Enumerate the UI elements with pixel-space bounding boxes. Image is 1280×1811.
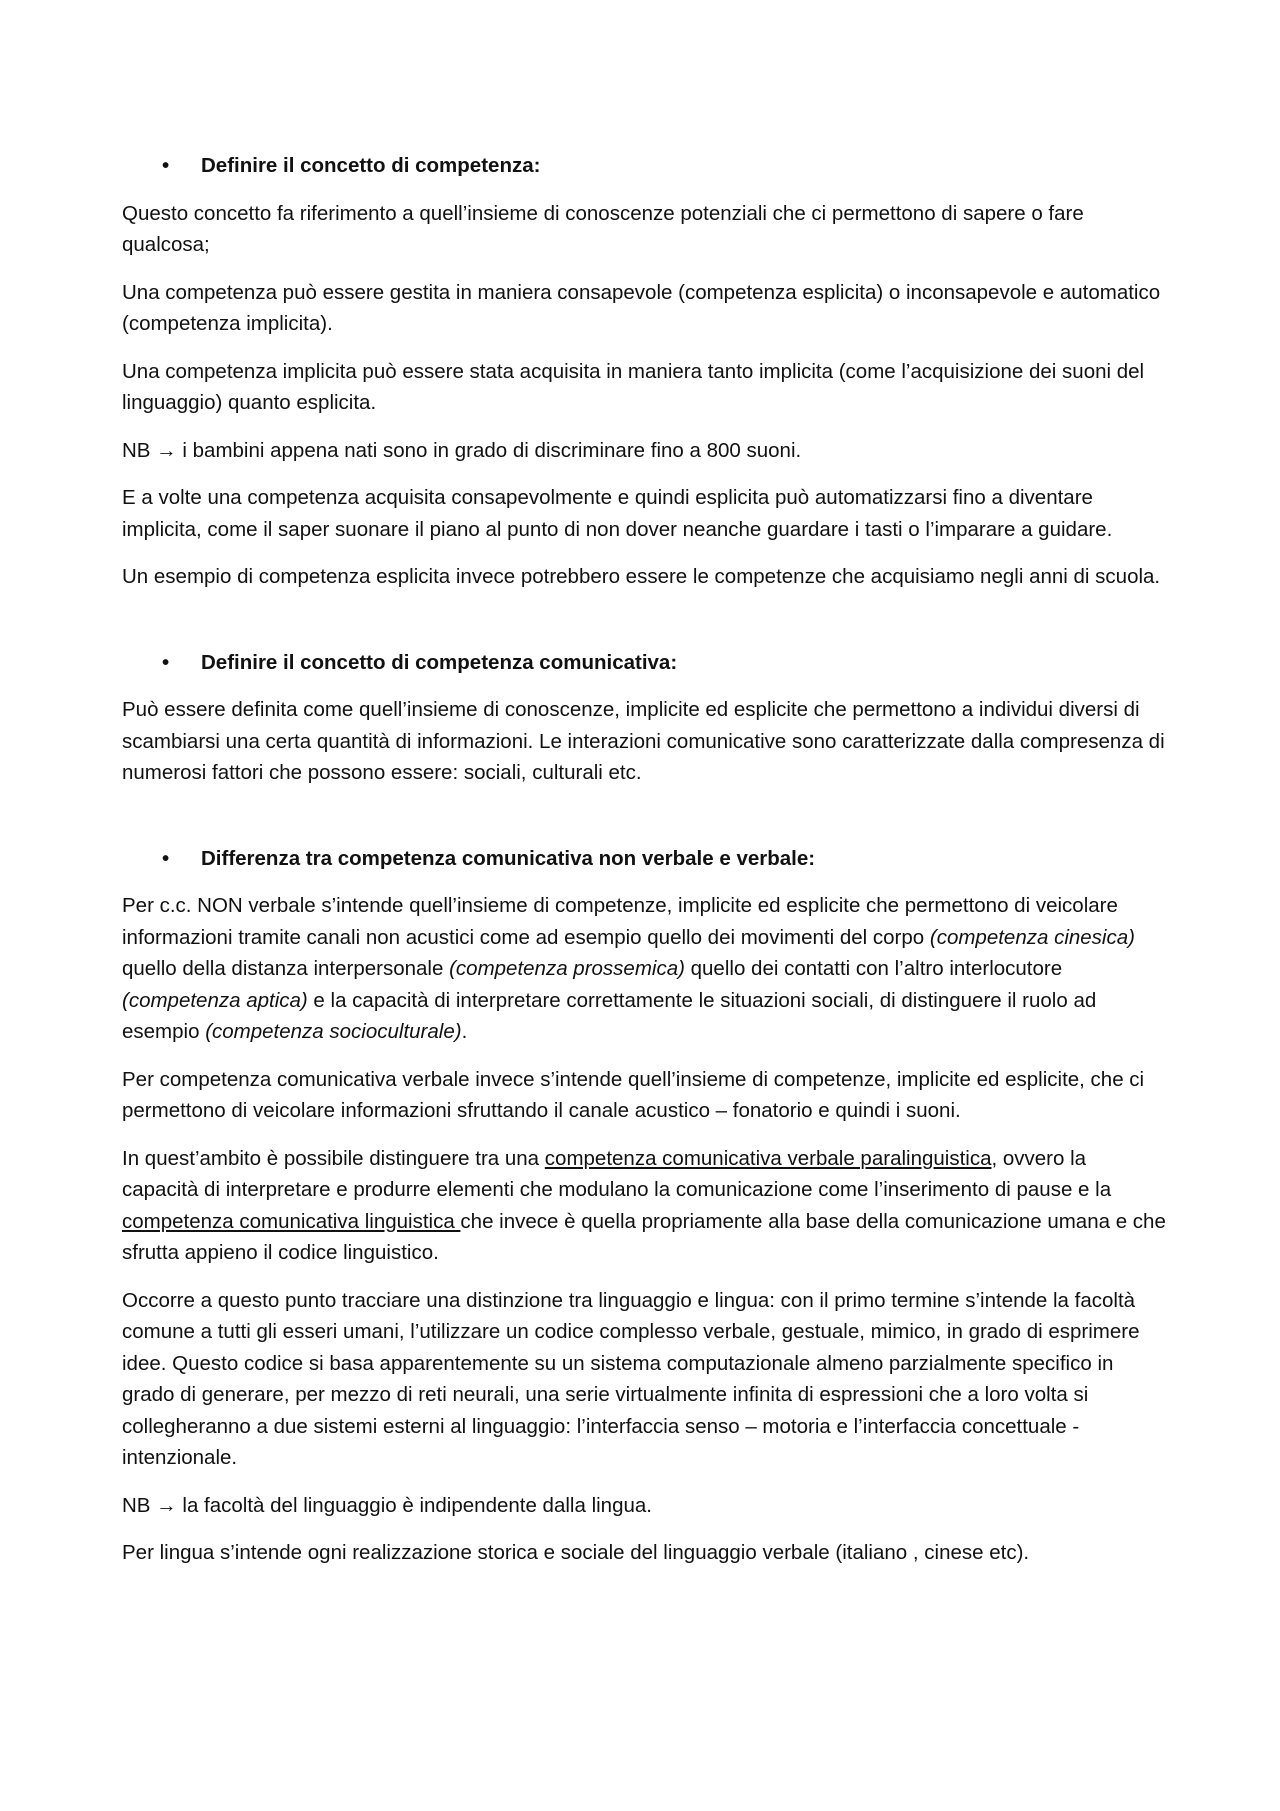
- paragraph: Per competenza comunicativa verbale invece s’intende quell’insieme di competenze, implicite ed esplicite, che ci permettono di veicolare informazioni sfruttando il canale acustico – fonatorio e quindi i suoni.: [122, 1067, 1145, 1122]
- italic-term: (competenza socioculturale): [205, 1020, 462, 1043]
- paragraph: Occorre a questo punto tracciare una distinzione tra linguaggio e lingua: con il primo termine s’intende la facoltà comune a tutti gli esseri umani, l’utilizzare un codice complesso verbale, gestuale, mimico, in grado di esprimere idee. Questo codice si basa apparentemente su un sistema computazionale almeno parzialmente specifico in grado di generare, per mezzo di reti neurali, una serie virtualmente infinita di espressioni che a loro volta si collegheranno a due sistemi esterni al linguaggio: l’interfaccia senso – motoria e l’interfaccia concettuale - intenzionale.: [122, 1288, 1140, 1469]
- paragraph: Questo concetto fa riferimento a quell’insieme di conoscenze potenziali che ci permettono di sapere o fare qualcosa;: [122, 201, 1084, 256]
- text-run: quello dei contatti con l’altro interlocutore: [684, 957, 1063, 980]
- nb-note: [122, 435, 1168, 467]
- bullet-dot-icon: •: [162, 154, 170, 177]
- document-page: [122, 150, 1168, 1585]
- text-run: che invece è quella propriamente alla base della comunicazione umana e che sfrutta appieno il codice linguistico.: [122, 1209, 1166, 1264]
- paragraph: Per lingua s’intende ogni realizzazione storica e sociale del linguaggio verbale (italiano , cinese etc).: [122, 1541, 1030, 1564]
- paragraph: Una competenza può essere gestita in maniera consapevole (competenza esplicita) o inconsapevole e automatico (competenza implicita).: [122, 280, 1161, 335]
- heading-text: Definire il concetto di competenza:: [201, 154, 541, 177]
- paragraph: Un esempio di competenza esplicita invece potrebbero essere le competenze che acquisiamo negli anni di scuola.: [122, 565, 1161, 588]
- paragraph: Può essere definita come quell’insieme di conoscenze, implicite ed esplicite che permettono a individui diversi di scambiarsi una certa quantità di informazioni. Le interazioni comunicative sono caratterizzate dalla compresenza di numerosi fattori che possono essere: sociali, culturali etc.: [122, 698, 1165, 784]
- heading-text: Differenza tra competenza comunicativa non verbale e verbale:: [201, 846, 816, 870]
- text-run: e la capacità di interpretare correttamente le situazioni sociali, di distinguere il ruolo ad esempio: [122, 988, 1097, 1043]
- nb-text: i bambini appena nati sono in grado di discriminare fino a 800 suoni.: [182, 438, 802, 462]
- nb-text: la facoltà del linguaggio è indipendente dalla lingua.: [182, 1493, 652, 1517]
- text-run: Per c.c. NON verbale s’intende quell’insieme di competenze, implicite ed esplicite che permettono di veicolare informazioni tramite canali non acustici come ad esempio quello dei movimenti del corpo: [122, 894, 1118, 949]
- italic-term: (competenza aptica): [122, 988, 308, 1012]
- bullet-dot-icon: •: [162, 846, 170, 870]
- right-arrow-icon: →: [156, 1493, 177, 1517]
- underlined-term: competenza comunicativa linguistica: [122, 1209, 461, 1233]
- bullet-heading-competenza-comunicativa: [122, 647, 1168, 679]
- paragraph: E a volte una competenza acquisita consapevolmente e quindi esplicita può automatizzarsi fino a diventare implicita, come il saper suonare il piano al punto di non dover neanche guardare i tasti o l’imparare a guidare.: [122, 486, 1113, 541]
- bullet-heading-differenza: [122, 843, 1168, 875]
- nb-label: NB: [122, 1493, 151, 1517]
- heading-text: Definire il concetto di competenza comunicativa:: [201, 650, 678, 674]
- text-run: .: [461, 1020, 468, 1043]
- right-arrow-icon: →: [156, 438, 177, 462]
- bullet-heading-competenza: [122, 150, 1168, 182]
- underlined-term: competenza comunicativa verbale paralinguistica: [544, 1146, 992, 1170]
- paragraph-non-verbale: [122, 890, 1168, 1048]
- italic-term: (competenza cinesica): [929, 925, 1135, 949]
- nb-note: [122, 1490, 1168, 1522]
- paragraph: Una competenza implicita può essere stata acquisita in maniera tanto implicita (come l’acquisizione dei suoni del linguaggio) quanto esplicita.: [122, 359, 1145, 414]
- paragraph-paralinguistica: [122, 1143, 1168, 1269]
- text-run: quello della distanza interpersonale: [122, 957, 450, 980]
- bullet-dot-icon: •: [162, 650, 170, 674]
- text-run: In quest’ambito è possibile distinguere tra una: [122, 1146, 545, 1170]
- text-run: , ovvero la capacità di interpretare e produrre elementi che modulano la comunicazione come l’inserimento di pause e la: [122, 1146, 1112, 1201]
- nb-label: NB: [122, 438, 151, 462]
- italic-term: (competenza prossemica): [449, 957, 685, 980]
